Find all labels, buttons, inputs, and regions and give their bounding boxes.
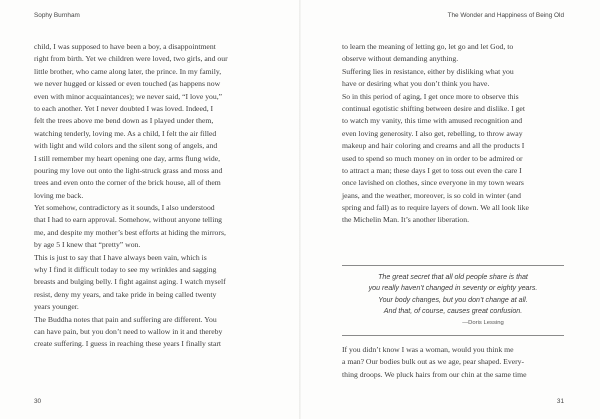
text-line: have or desiring what you don’t think you have. bbox=[342, 79, 490, 89]
text-line: to each another. Yet I never doubted I was loved. Indeed, I bbox=[34, 103, 214, 113]
text-line: child, I was supposed to have been a boy, a disappointment bbox=[34, 42, 216, 51]
text-line: used to spend so much money on in order to be admired or bbox=[342, 153, 523, 163]
quote-line: And that, of course, causes great confusion. bbox=[383, 307, 523, 316]
text-line: thing droops. We pluck hairs from our chin at the same time bbox=[342, 369, 527, 379]
text-line: spring and fall) as to require layers of down. We all look like bbox=[342, 203, 529, 213]
text-line: a man? Our bodies bulk out as we age, pear shaped. Every- bbox=[342, 357, 525, 367]
text-line: years younger. bbox=[34, 302, 79, 312]
text-line: watching tenderly, loving me. As a child, I felt the air filled bbox=[34, 128, 217, 138]
text-line: If you didn’t know I was a woman, would you think me bbox=[342, 345, 514, 354]
right-page bbox=[300, 0, 600, 419]
text-line: once lavished on clothes, since everyone in my town wears bbox=[342, 178, 524, 188]
text-line: we never hugged or kissed or even touched (as happens now bbox=[34, 79, 221, 89]
text-line: resist, deny my years, and take pride in being called twenty bbox=[34, 289, 217, 299]
text-line: why I find it difficult today to see my wrinkles and sagging bbox=[34, 265, 217, 275]
text-line: makeup and hair coloring and creams and all the products I bbox=[342, 141, 525, 151]
text-line: jeans, and the weather, moreover, is so cold in winter (and bbox=[342, 190, 521, 200]
text-line: by age 5 I knew that “pretty” won. bbox=[34, 240, 141, 250]
quote-attribution: —Doris Lessing bbox=[462, 319, 504, 326]
text-line: observe without demanding anything. bbox=[342, 54, 459, 64]
text-line: can have pain, but you don’t need to wallow in it and thereby bbox=[34, 326, 223, 336]
text-line: breasts and bulging belly. I fight against aging. I watch myself bbox=[34, 277, 226, 287]
pull-quote bbox=[342, 265, 564, 336]
left-body-text bbox=[34, 41, 270, 351]
text-line: So in this period of aging, I get once more to observe this bbox=[342, 91, 519, 101]
text-line: with light and wild colors and the silent song of angels, and bbox=[34, 141, 218, 151]
left-running-head: Sophy Burnham bbox=[34, 12, 80, 19]
text-line: continual egotistic shifting between desire and dislike. I get bbox=[342, 103, 525, 113]
text-line: to learn the meaning of letting go, let go and let God, to bbox=[342, 42, 514, 51]
right-running-head: The Wonder and Happiness of Being Old bbox=[447, 12, 564, 19]
text-line: This is just to say that I have always been vain, which is bbox=[34, 252, 207, 262]
text-line: trees and even onto the corner of the brick house, all of them bbox=[34, 178, 221, 188]
quote-line: The great secret that all old people share is that bbox=[378, 273, 528, 281]
text-line: The Buddha notes that pain and suffering are different. You bbox=[34, 314, 217, 324]
text-line: pouring my love out onto the light-struck grass and moss and bbox=[34, 165, 223, 175]
text-line: even loving generosity. I also get, rebelling, to throw away bbox=[342, 128, 523, 138]
right-body-text bbox=[342, 41, 562, 227]
text-line: I still remember my heart opening one day, arms flung wide, bbox=[34, 153, 221, 163]
text-line: even with minor acquaintances); we never said, “I love you,” bbox=[34, 91, 223, 101]
text-line: to attract a man; these days I get to toss out even the care I bbox=[342, 165, 522, 175]
quote-line: you really haven’t changed in seventy or eighty years. bbox=[368, 284, 538, 293]
left-page-number: 30 bbox=[34, 398, 42, 405]
text-line: that I had to earn approval. Somehow, without anyone telling bbox=[34, 215, 223, 225]
text-line: the Michelin Man. It’s another liberation. bbox=[342, 215, 470, 225]
right-page-number: 31 bbox=[556, 398, 564, 405]
text-line: little brother, who came along later, the prince. In my family, bbox=[34, 66, 222, 76]
text-line: right from birth. Yet we children were loved, two girls, and our bbox=[34, 54, 228, 64]
text-line: Suffering lies in resistance, either by disliking what you bbox=[342, 66, 514, 76]
text-line: Yet somehow, contradictory as it sounds, I also understood bbox=[34, 203, 215, 213]
text-line: loving me back. bbox=[34, 190, 84, 200]
text-line: to watch my vanity, this time with amused recognition and bbox=[342, 116, 523, 126]
text-line: create suffering. I guess in reaching these years I finally start bbox=[34, 339, 222, 349]
quote-line: Your body changes, but you don’t change at all. bbox=[378, 295, 528, 304]
right-body-text-continued bbox=[342, 344, 562, 381]
text-line: felt the trees above me bend down as I played under them, bbox=[34, 116, 214, 126]
text-line: me, and despite my mother’s best efforts at hiding the mirrors, bbox=[34, 227, 226, 237]
